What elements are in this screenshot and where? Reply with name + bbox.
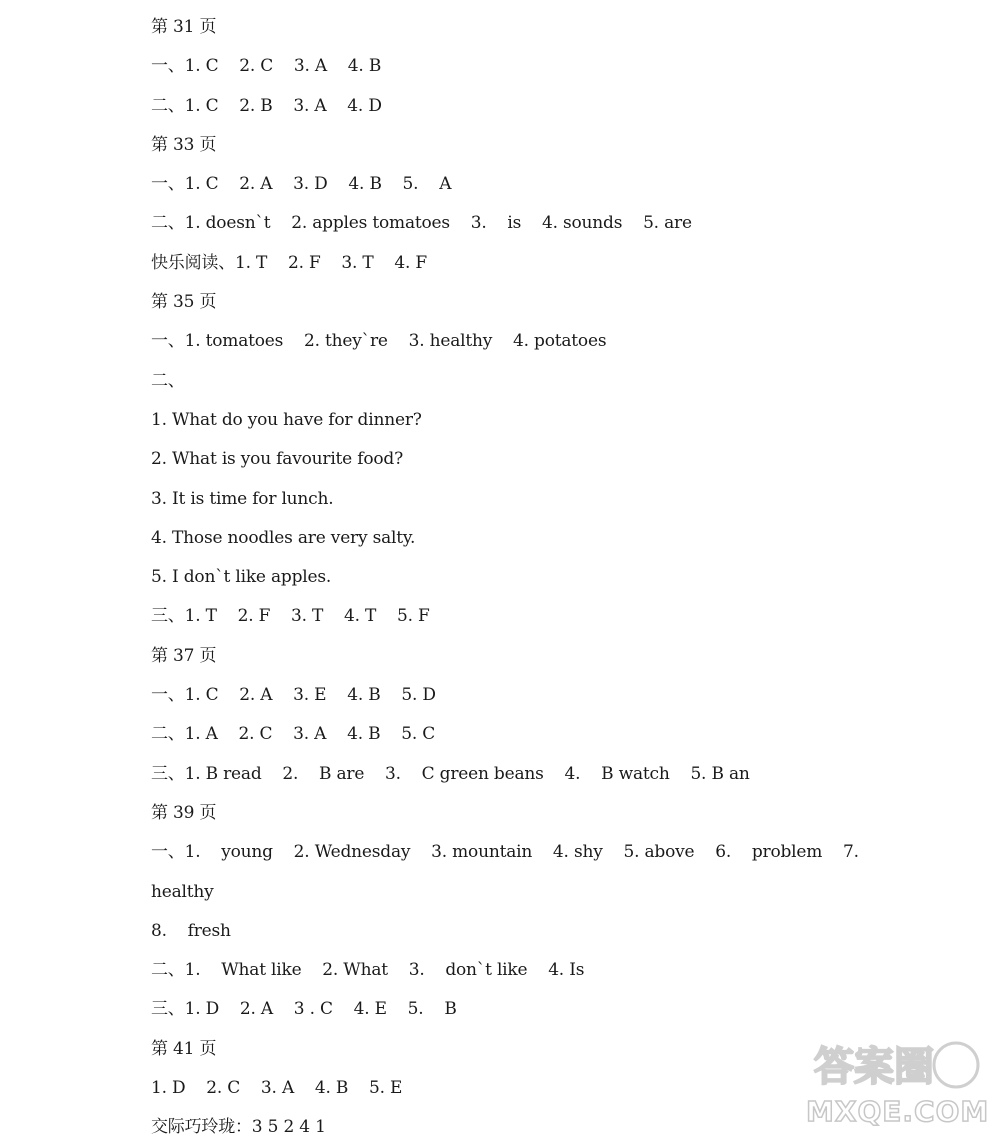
answer-line: 三、1. B read 2. B are 3. C green beans 4. B watch 5. B an [151, 763, 750, 784]
page-heading-37: 第 37 页 [151, 645, 217, 666]
answer-line: 一、1. C 2. C 3. A 4. B [151, 56, 382, 77]
answer-line: 二、1. doesn`t 2. apples tomatoes 3. is 4. sounds 5. are [151, 213, 692, 234]
page-heading-41: 第 41 页 [151, 1038, 217, 1059]
answer-line: 3. It is time for lunch. [151, 488, 334, 509]
section-label: 二、 [151, 370, 185, 391]
answer-line: healthy [151, 881, 214, 902]
answer-line: 5. I don`t like apples. [151, 567, 332, 588]
watermark-logo-icon [806, 1036, 986, 1090]
answer-line: 8. fresh [151, 920, 231, 941]
answer-line: 一、1. C 2. A 3. E 4. B 5. D [151, 685, 436, 706]
answer-line: 二、1. What like 2. What 3. don`t like 4. Is [151, 960, 585, 981]
svg-text:答案圈: 答案圈 [814, 1044, 934, 1090]
page-heading-39: 第 39 页 [151, 802, 217, 823]
answer-lines [151, 8, 971, 1148]
answer-line: 4. Those noodles are very salty. [151, 527, 416, 548]
watermark-site-text: MXQE.COM [806, 1095, 990, 1128]
answer-line: 一、1. young 2. Wednesday 3. mountain 4. shy 5. above 6. problem 7. [151, 842, 859, 863]
answer-line: 三、1. D 2. A 3 . C 4. E 5. B [151, 999, 457, 1020]
page-heading-31: 第 31 页 [151, 17, 217, 37]
answer-line: 1. What do you have for dinner? [151, 409, 422, 430]
answer-line: 1. D 2. C 3. A 4. B 5. E [151, 1078, 403, 1099]
answer-line: 一、1. C 2. A 3. D 4. B 5. A [151, 174, 452, 195]
answer-line: 二、1. C 2. B 3. A 4. D [151, 95, 382, 116]
site-watermark [806, 1036, 990, 1128]
answer-line: 三、1. T 2. F 3. T 4. T 5. F [151, 606, 430, 627]
page-heading-33: 第 33 页 [151, 134, 217, 155]
page-heading-35: 第 35 页 [151, 292, 217, 313]
answer-line: 交际巧玲珑：3 5 2 4 1 [151, 1117, 326, 1138]
answer-line: 2. What is you favourite food? [151, 449, 404, 470]
answer-line: 快乐阅读、1. T 2. F 3. T 4. F [151, 252, 428, 273]
answer-line: 一、1. tomatoes 2. they`re 3. healthy 4. potatoes [151, 331, 607, 352]
answer-line: 二、1. A 2. C 3. A 4. B 5. C [151, 724, 436, 745]
